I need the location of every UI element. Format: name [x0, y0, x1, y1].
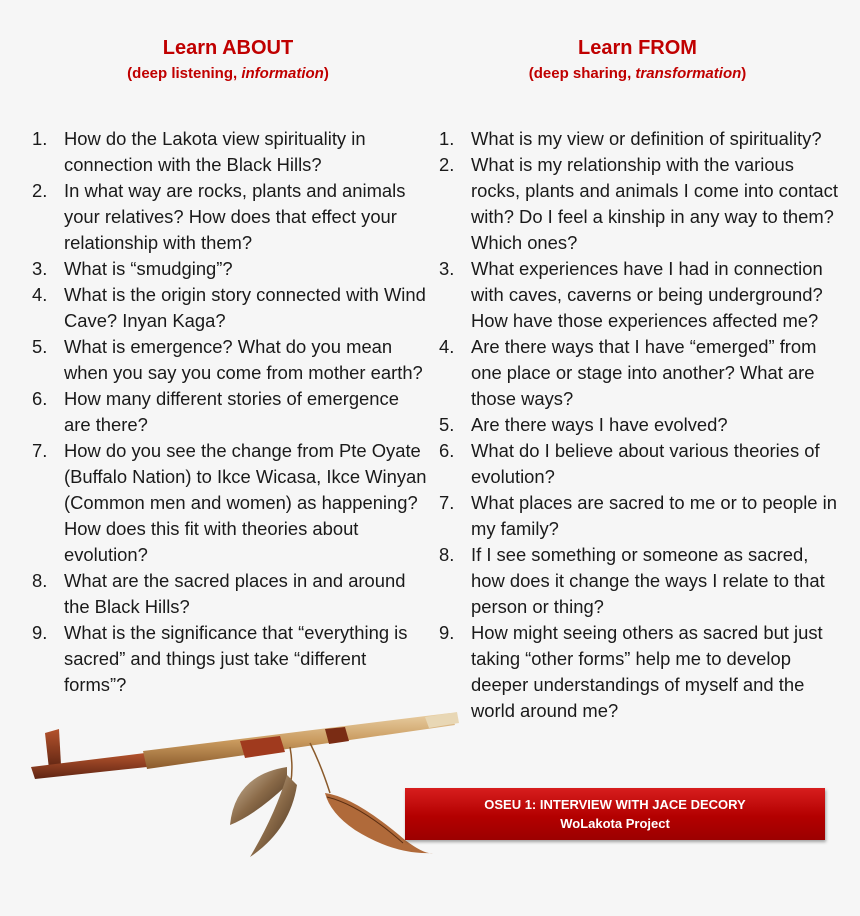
item-number: 2. — [439, 154, 455, 175]
subtitle-suffix: ) — [323, 65, 329, 82]
list-item — [435, 490, 840, 542]
list-item — [435, 152, 840, 256]
list-item — [435, 126, 840, 152]
list-item — [435, 412, 840, 438]
item-number: 2. — [32, 180, 48, 201]
item-text: What experiences have I had in connection with caves, caverns or being underground? How have those experiences affected me? — [471, 258, 823, 331]
item-text: How might seeing others as sacred but just taking “other forms” help me to develop deeper understandings of myself and the world around me? — [471, 622, 823, 721]
list-item — [28, 620, 428, 698]
item-number: 8. — [32, 570, 48, 591]
item-text: What are the sacred places in and around the Black Hills? — [64, 570, 406, 617]
item-number: 1. — [32, 128, 48, 149]
subtitle-prefix: (deep sharing, — [528, 65, 636, 82]
item-text: How do you see the change from Pte Oyate (Buffalo Nation) to Ikce Wicasa, Ikce Winyan (Common men and women) as happening? How does this fit with theories about evolution? — [64, 440, 427, 565]
item-text: What is my view or definition of spirituality? — [471, 128, 822, 149]
column-subtitle — [28, 65, 428, 82]
item-number: 4. — [32, 284, 48, 305]
question-list — [435, 126, 840, 724]
item-text: What is “smudging”? — [64, 258, 233, 279]
item-text: What places are sacred to me or to people in my family? — [471, 492, 837, 539]
item-number: 5. — [32, 336, 48, 357]
list-item — [435, 542, 840, 620]
pipe-illustration — [25, 705, 465, 865]
item-number: 5. — [439, 414, 455, 435]
item-text: Are there ways I have evolved? — [471, 414, 728, 435]
item-text: What is the origin story connected with Wind Cave? Inyan Kaga? — [64, 284, 426, 331]
banner-subtitle: WoLakota Project — [560, 816, 670, 831]
item-number: 4. — [439, 336, 455, 357]
list-item — [435, 620, 840, 724]
list-item — [28, 568, 428, 620]
project-banner — [405, 788, 825, 840]
item-text: What is emergence? What do you mean when you say you come from mother earth? — [64, 336, 423, 383]
column-title: Learn FROM — [578, 37, 697, 59]
list-item — [28, 334, 428, 386]
item-number: 1. — [439, 128, 455, 149]
item-text: Are there ways that I have “emerged” from one place or stage into another? What are those ways? — [471, 336, 817, 409]
list-item — [435, 334, 840, 412]
item-text: What is the significance that “everything is sacred” and things just take “different forms”? — [64, 622, 408, 695]
item-number: 9. — [439, 622, 455, 643]
subtitle-prefix: (deep listening, — [127, 65, 242, 82]
list-item — [28, 386, 428, 438]
item-number: 6. — [439, 440, 455, 461]
item-text: If I see something or someone as sacred, how does it change the ways I relate to that person or thing? — [471, 544, 825, 617]
subtitle-suffix: ) — [741, 65, 747, 82]
subtitle-italic: transformation — [635, 65, 742, 82]
item-number: 7. — [439, 492, 455, 513]
subtitle-italic: information — [241, 65, 324, 82]
item-number: 3. — [439, 258, 455, 279]
item-text: What do I believe about various theories of evolution? — [471, 440, 820, 487]
list-item — [28, 438, 428, 568]
list-item — [435, 438, 840, 490]
item-text: How do the Lakota view spirituality in connection with the Black Hills? — [64, 128, 366, 175]
item-text: What is my relationship with the various rocks, plants and animals I come into contact with? Do I feel a kinship in any way to them? Which ones? — [471, 154, 838, 253]
list-item — [28, 126, 428, 178]
list-item — [435, 256, 840, 334]
question-list — [28, 126, 428, 698]
item-number: 6. — [32, 388, 48, 409]
item-text: In what way are rocks, plants and animals your relatives? How does that effect your relationship with them? — [64, 180, 406, 253]
list-item — [28, 178, 428, 256]
list-item — [28, 256, 428, 282]
item-text: How many different stories of emergence are there? — [64, 388, 399, 435]
column-title: Learn ABOUT — [162, 37, 294, 59]
item-number: 3. — [32, 258, 48, 279]
item-number: 7. — [32, 440, 48, 461]
list-item — [28, 282, 428, 334]
item-number: 9. — [32, 622, 48, 643]
banner-title: OSEU 1: INTERVIEW WITH JACE DECORY — [484, 797, 746, 812]
item-number: 8. — [439, 544, 455, 565]
column-subtitle — [435, 65, 840, 82]
